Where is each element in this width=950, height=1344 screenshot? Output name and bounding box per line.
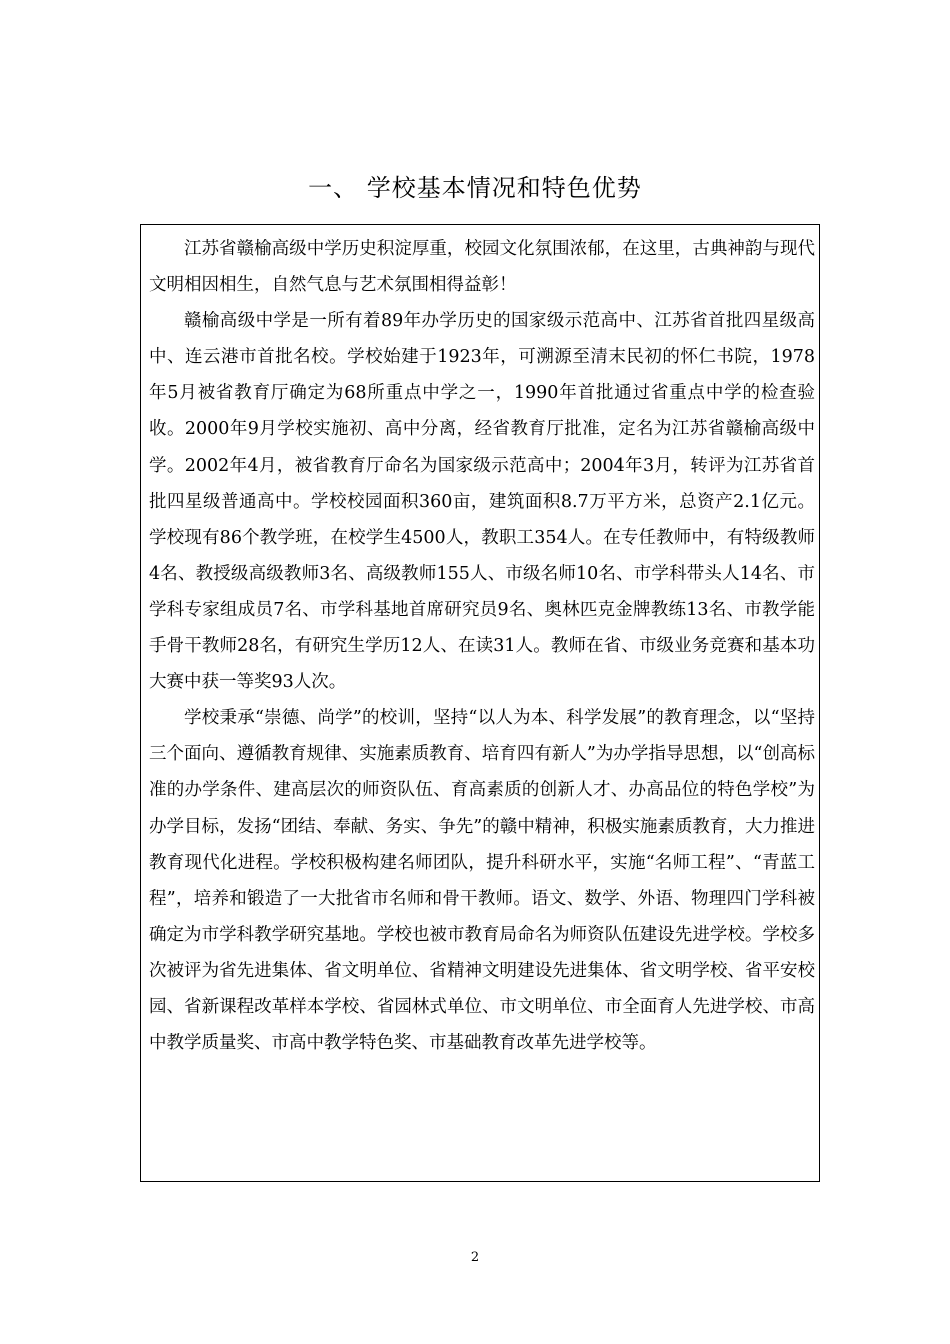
paragraph-history: 赣榆高级中学是一所有着89年办学历史的国家级示范高中、江苏省首批四星级高中、连云港市首批名校。学校始建于1923年，可溯源至清末民初的怀仁书院，1978年5月被省教育厅确定为68所重点中学之一，1990年首批通过省重点中学的检查验收。2000年9月学校实施初、高中分离，经省教育厅批准，定名为江苏省赣榆高级中学。2002年4月，被省教育厅命名为国家级示范高中；2004年3月，转评为江苏省首批四星级普通高中。学校校园面积360亩，建筑面积8.7万平方米，总资产2.1亿元。学校现有86个教学班，在校学生4500人，教职工354人。在专任教师中，有特级教师4名、教授级高级教师3名、高级教师155人、市级名师10名、市学科带头人14名、市学科专家组成员7名、市学科基地首席研究员9名、奥林匹克金牌教练13名、市教学能手骨干教师28名，有研究生学历12人、在读31人。教师在省、市级业务竞赛和基本功大赛中获一等奖93人次。: [149, 311, 815, 693]
page-title: 一、 学校基本情况和特色优势: [308, 174, 642, 202]
page-number: 2: [470, 1250, 480, 1265]
content-box: [140, 224, 820, 1182]
paragraph-intro: 江苏省赣榆高级中学历史积淀厚重，校园文化氛围浓郁，在这里，古典神韵与现代文明相因相生，自然气息与艺术氛围相得益彰！: [149, 239, 815, 296]
paragraph-philosophy: 学校秉承“崇德、尚学”的校训，坚持“以人为本、科学发展”的教育理念，以“坚持三个面向、遵循教育规律、实施素质教育、培育四有新人”为办学指导思想，以“创高标准的办学条件、建高层次的师资队伍、育高素质的创新人才、办高品位的特色学校”为办学目标，发扬“团结、奉献、务实、争先”的赣中精神，积极实施素质教育，大力推进教育现代化进程。学校积极构建名师团队，提升科研水平，实施“名师工程”、“青蓝工程”，培养和锻造了一大批省市名师和骨干教师。语文、数学、外语、物理四门学科被确定为市学科教学研究基地。学校也被市教育局命名为师资队伍建设先进学校。学校多次被评为省先进集体、省文明单位、省精神文明建设先进集体、省文明学校、省平安校园、省新课程改革样本学校、省园林式单位、市文明单位、市全面育人先进学校、市高中教学质量奖、市高中教学特色奖、市基础教育改革先进学校等。: [149, 708, 815, 1054]
